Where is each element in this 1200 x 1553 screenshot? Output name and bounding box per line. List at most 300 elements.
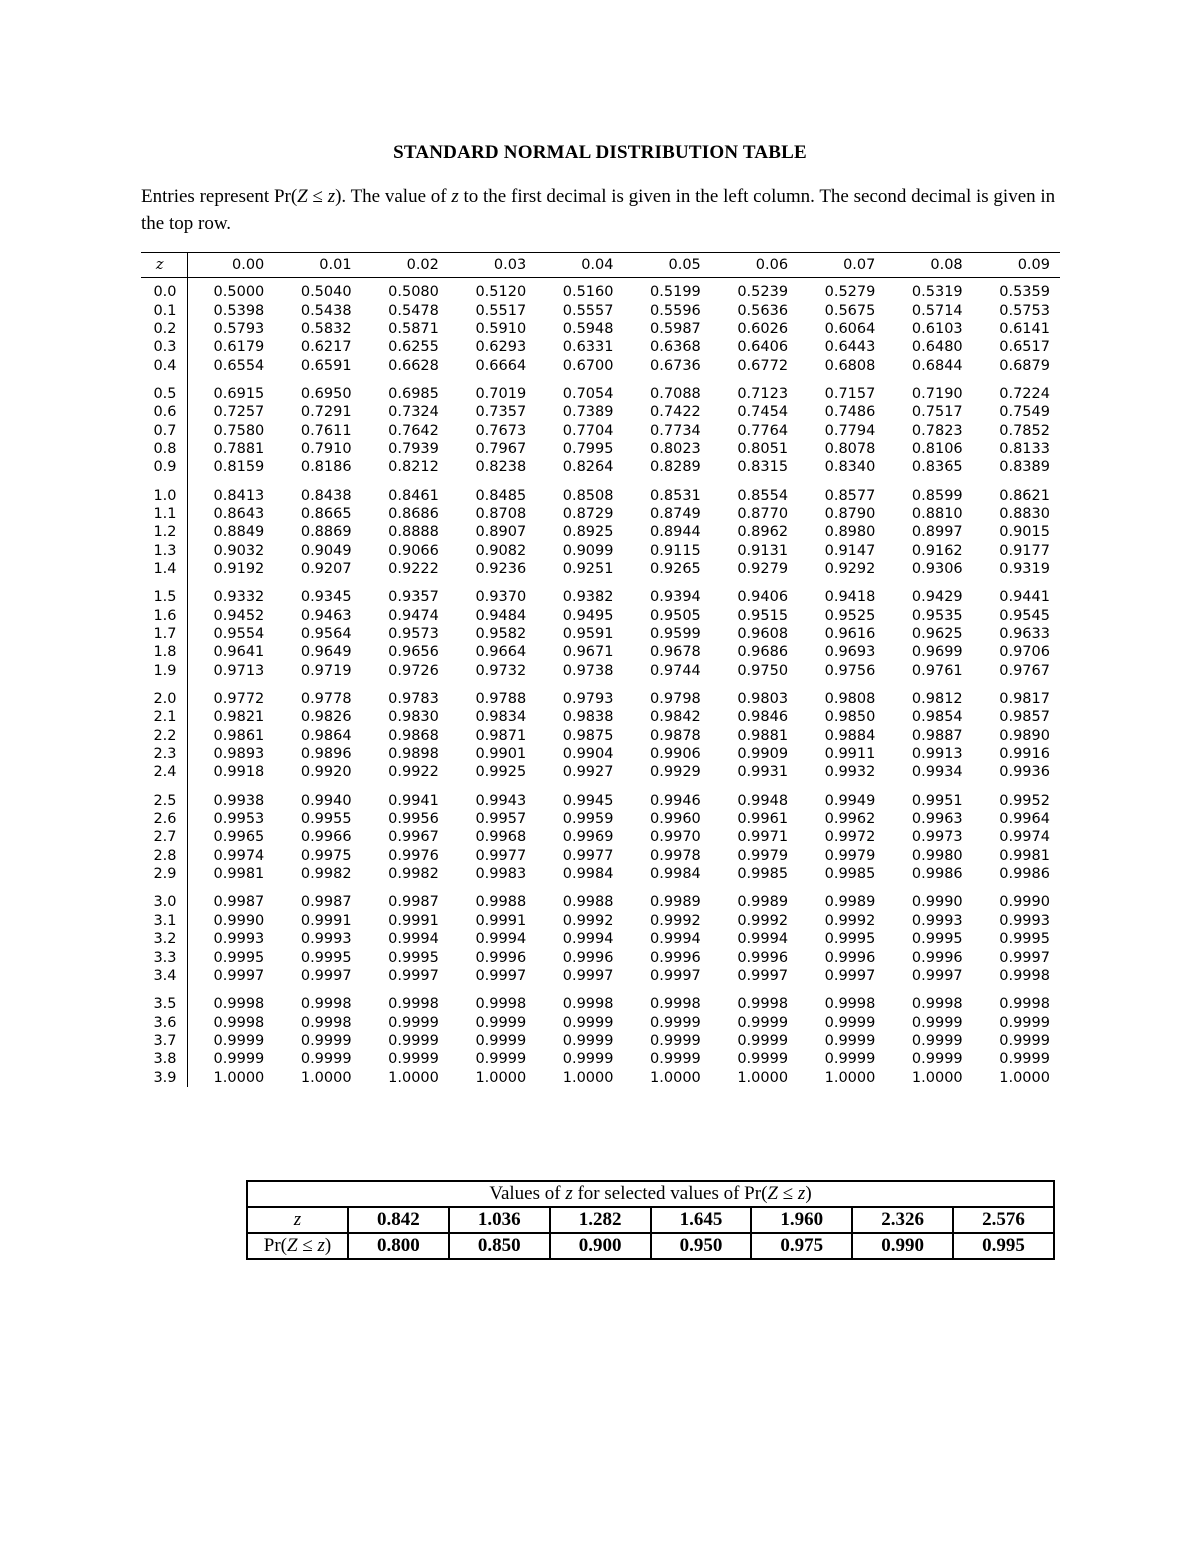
probability-cell: 0.9952: [999, 792, 1050, 809]
probability-cell: 0.9996: [650, 949, 701, 966]
probability-cell: 0.5398: [213, 302, 265, 319]
intro-text-1: Entries represent Pr(: [141, 186, 298, 207]
probability-cell: 0.6700: [562, 357, 614, 374]
probability-cell: 0.9996: [562, 949, 614, 966]
z-row-value: 1.0: [141, 476, 187, 504]
intro-z2: z: [451, 186, 459, 207]
probability-cell: 0.9985: [737, 866, 789, 883]
probability-cell: 0.8531: [650, 487, 701, 504]
probability-cell: 0.9147: [824, 542, 876, 559]
probability-cell: 0.8980: [824, 524, 876, 541]
probability-cell: 0.9429: [911, 589, 963, 606]
probability-cell: 0.8264: [562, 459, 614, 476]
probability-cell: 0.9925: [475, 764, 527, 781]
probability-cell: 0.9608: [737, 626, 789, 643]
z-row-value: 1.7: [141, 625, 187, 643]
probability-cell: 0.6808: [824, 357, 876, 374]
probability-cell: 0.9995: [911, 931, 963, 948]
probability-cell: 1.0000: [475, 1069, 527, 1086]
probability-cell: 0.9616: [824, 626, 876, 643]
z-row-value: 2.9: [141, 865, 187, 883]
probability-cell: 0.5199: [650, 284, 701, 301]
probability-cell: 0.8485: [475, 487, 527, 504]
probability-cell: 0.7019: [475, 385, 527, 402]
probability-cell: 0.9997: [650, 967, 701, 984]
table-row: [141, 403, 1060, 421]
probability-cell: 0.8238: [475, 459, 527, 476]
probability-cell: 0.9999: [300, 1032, 352, 1049]
probability-cell: 0.8289: [650, 459, 701, 476]
probability-cell: 0.9991: [300, 912, 352, 929]
probability-cell: 0.9974: [999, 829, 1050, 846]
z-row-value: 2.4: [141, 763, 187, 781]
probability-cell: 0.9999: [824, 1032, 876, 1049]
probability-cell: 0.9999: [300, 1051, 352, 1068]
probability-cell: 0.6443: [824, 339, 876, 356]
probability-cell: 0.9671: [562, 644, 614, 661]
probability-cell: 0.9049: [300, 542, 352, 559]
table-row: [141, 278, 1060, 302]
column-header: 0.04: [536, 253, 623, 278]
probability-cell: 0.9861: [213, 727, 265, 744]
probability-cell: 1.0000: [388, 1069, 439, 1086]
probability-cell: 0.9989: [824, 894, 876, 911]
probability-cell: 0.7389: [562, 404, 614, 421]
z-row-value: 2.0: [141, 680, 187, 708]
probability-cell: 0.9641: [213, 644, 265, 661]
probability-cell: 0.7357: [475, 404, 527, 421]
probability-cell: 0.9706: [999, 644, 1050, 661]
probability-cell: 0.6064: [824, 320, 876, 337]
probability-cell: 0.9535: [911, 607, 963, 624]
probability-cell: 0.9973: [911, 829, 963, 846]
header-row: [141, 253, 1060, 278]
probability-cell: 0.6915: [213, 385, 265, 402]
page-title: STANDARD NORMAL DISTRIBUTION TABLE: [393, 142, 807, 163]
probability-cell: 1.0000: [562, 1069, 614, 1086]
table-row: [141, 541, 1060, 559]
probability-cell: 0.9998: [999, 996, 1050, 1013]
probability-cell: 0.9793: [562, 691, 614, 708]
probability-cell: 0.9474: [388, 607, 439, 624]
probability-cell: 0.9920: [300, 764, 352, 781]
probability-cell: 0.9772: [213, 691, 265, 708]
probability-cell: 0.9936: [999, 764, 1050, 781]
probability-cell: 0.5714: [911, 302, 963, 319]
probability-cell: 0.9913: [911, 746, 963, 763]
probability-cell: 0.9452: [213, 607, 265, 624]
probability-cell: 0.5793: [213, 320, 265, 337]
probability-cell: 0.9979: [824, 847, 876, 864]
z-row-value: 1.5: [141, 578, 187, 606]
probability-cell: 0.9999: [650, 1032, 701, 1049]
probability-cell: 0.7291: [300, 404, 352, 421]
probability-cell: 0.9441: [999, 589, 1050, 606]
probability-cell: 0.9991: [475, 912, 527, 929]
table-row: [141, 320, 1060, 338]
probability-cell: 0.9998: [911, 996, 963, 1013]
probability-cell: 0.9992: [562, 912, 614, 929]
probability-cell: 0.8729: [562, 505, 614, 522]
probability-cell: 0.8461: [388, 487, 439, 504]
table-row: [141, 662, 1060, 680]
p-value-cell: 0.850: [449, 1233, 550, 1259]
column-header: 0.00: [187, 253, 274, 278]
probability-cell: 0.9979: [737, 847, 789, 864]
z-row-value: 2.5: [141, 782, 187, 810]
z-value-cell: 2.576: [953, 1207, 1054, 1233]
probability-cell: 0.9995: [213, 949, 265, 966]
z-value-cell: 0.842: [348, 1207, 449, 1233]
table-row: [141, 607, 1060, 625]
probability-cell: 0.9989: [650, 894, 701, 911]
caption-text-c: ): [805, 1183, 812, 1204]
probability-cell: 0.8962: [737, 524, 789, 541]
probability-cell: 0.8665: [300, 505, 352, 522]
probability-cell: 0.9699: [911, 644, 963, 661]
table-row: [141, 912, 1060, 930]
probability-cell: 0.5120: [475, 284, 527, 301]
probability-cell: 0.8599: [911, 487, 963, 504]
probability-cell: 0.9693: [824, 644, 876, 661]
probability-cell: 0.6879: [999, 357, 1050, 374]
probability-cell: 0.6554: [213, 357, 265, 374]
probability-cell: 0.9582: [475, 626, 527, 643]
probability-cell: 0.9998: [388, 996, 439, 1013]
intro-paragraph: [141, 183, 1071, 237]
probability-cell: 0.9961: [737, 811, 789, 828]
p-value-cell: 0.990: [852, 1233, 953, 1259]
table-row: [141, 745, 1060, 763]
probability-cell: 0.9969: [562, 829, 614, 846]
probability-cell: 0.9778: [300, 691, 352, 708]
table-row: [141, 985, 1060, 1013]
probability-cell: 0.9966: [300, 829, 352, 846]
table-row: [141, 301, 1060, 319]
probability-cell: 0.9999: [475, 1051, 527, 1068]
probability-cell: 0.6985: [388, 385, 439, 402]
probability-cell: 0.9999: [999, 1051, 1050, 1068]
probability-cell: 0.8051: [737, 440, 789, 457]
normal-distribution-table: [141, 252, 1060, 1087]
probability-cell: 0.5319: [911, 284, 963, 301]
probability-cell: 0.5987: [650, 320, 701, 337]
z-row-value: 0.6: [141, 403, 187, 421]
probability-cell: 0.5478: [388, 302, 439, 319]
probability-cell: 0.9817: [999, 691, 1050, 708]
probability-cell: 0.9976: [388, 847, 439, 864]
probability-cell: 0.9656: [388, 644, 439, 661]
z-row-value: 0.9: [141, 458, 187, 476]
probability-cell: 0.9999: [999, 1014, 1050, 1031]
probability-cell: 0.9996: [911, 949, 963, 966]
probability-cell: 0.6480: [911, 339, 963, 356]
z-row-value: 1.8: [141, 643, 187, 661]
probability-cell: 0.9821: [213, 709, 265, 726]
probability-cell: 0.5239: [737, 284, 789, 301]
probability-cell: 0.9987: [388, 894, 439, 911]
table-row: [141, 560, 1060, 578]
probability-cell: 0.9783: [388, 691, 439, 708]
probability-cell: 0.9564: [300, 626, 352, 643]
p-value-cell: 0.800: [348, 1233, 449, 1259]
intro-text-3: to the first decimal is given in the left column. The second decimal is given in the top row.: [141, 186, 1056, 234]
p-label-a: Pr(: [263, 1235, 287, 1256]
probability-cell: 0.9922: [388, 764, 439, 781]
probability-cell: 0.9554: [213, 626, 265, 643]
intro-le: ≤: [307, 186, 328, 207]
probability-cell: 0.7939: [388, 440, 439, 457]
column-header: 0.03: [449, 253, 536, 278]
z-value-cell: 1.645: [651, 1207, 752, 1233]
z-row-value: 0.5: [141, 375, 187, 403]
selected-values-table: [246, 1180, 1055, 1260]
probability-cell: 0.9875: [562, 727, 614, 744]
probability-cell: 0.9998: [824, 996, 876, 1013]
probability-cell: 0.6217: [300, 339, 352, 356]
probability-cell: 0.9495: [562, 607, 614, 624]
z-row-value: 1.4: [141, 560, 187, 578]
table-row: [141, 356, 1060, 374]
probability-cell: 0.9999: [213, 1051, 265, 1068]
column-header: 0.07: [798, 253, 885, 278]
z-row-value: 0.4: [141, 356, 187, 374]
probability-cell: 0.9985: [824, 866, 876, 883]
p-value-cell: 0.900: [550, 1233, 651, 1259]
column-header: 0.05: [623, 253, 710, 278]
probability-cell: 0.6406: [737, 339, 789, 356]
probability-cell: 0.8869: [300, 524, 352, 541]
probability-cell: 1.0000: [737, 1069, 789, 1086]
probability-cell: 0.9738: [562, 662, 614, 679]
table-row: [141, 338, 1060, 356]
probability-cell: 0.9994: [475, 931, 527, 948]
probability-cell: 0.9686: [737, 644, 789, 661]
z-row-value: 2.3: [141, 745, 187, 763]
probability-cell: 0.9974: [213, 847, 265, 864]
probability-cell: 0.7910: [300, 440, 352, 457]
probability-cell: 0.6517: [999, 339, 1050, 356]
probability-cell: 0.9761: [911, 662, 963, 679]
probability-cell: 0.8133: [999, 440, 1050, 457]
probability-cell: 0.9990: [999, 894, 1050, 911]
z-value-cell: 1.960: [751, 1207, 852, 1233]
probability-cell: 0.5359: [999, 284, 1050, 301]
probability-cell: 0.9997: [824, 967, 876, 984]
intro-z1: z: [327, 186, 336, 207]
z-row-value: 3.6: [141, 1013, 187, 1031]
z-row-value: 2.6: [141, 810, 187, 828]
probability-cell: 0.9251: [562, 560, 614, 577]
probability-cell: 0.8888: [388, 524, 439, 541]
probability-cell: 0.9957: [475, 811, 527, 828]
probability-cell: 0.9981: [999, 847, 1050, 864]
table-row: [141, 375, 1060, 403]
probability-cell: 0.9846: [737, 709, 789, 726]
probability-cell: 0.7517: [911, 404, 963, 421]
probability-cell: 0.9177: [999, 542, 1050, 559]
probability-cell: 0.9998: [213, 1014, 265, 1031]
table-row: [141, 505, 1060, 523]
probability-cell: 0.9918: [213, 764, 265, 781]
probability-cell: 0.5160: [562, 284, 614, 301]
probability-cell: 0.9864: [300, 727, 352, 744]
probability-cell: 0.9916: [999, 746, 1050, 763]
probability-cell: 0.9956: [388, 811, 439, 828]
probability-cell: 0.9993: [911, 912, 963, 929]
probability-cell: 0.9999: [650, 1014, 701, 1031]
probability-cell: 0.9997: [911, 967, 963, 984]
z-row-value: 1.6: [141, 607, 187, 625]
probability-cell: 0.9999: [911, 1051, 963, 1068]
probability-cell: 0.7704: [562, 422, 614, 439]
probability-cell: 0.9279: [737, 560, 789, 577]
probability-cell: 0.9927: [562, 764, 614, 781]
probability-cell: 0.9803: [737, 691, 789, 708]
probability-cell: 0.9857: [999, 709, 1050, 726]
probability-cell: 0.9995: [300, 949, 352, 966]
probability-cell: 0.5753: [999, 302, 1050, 319]
probability-cell: 0.8810: [911, 505, 963, 522]
probability-cell: 0.9998: [999, 967, 1050, 984]
probability-cell: 0.9953: [213, 811, 265, 828]
probability-cell: 0.8577: [824, 487, 876, 504]
table-row: [141, 421, 1060, 439]
probability-cell: 0.9798: [650, 691, 701, 708]
probability-cell: 0.9207: [300, 560, 352, 577]
probability-cell: 0.9999: [999, 1032, 1050, 1049]
probability-cell: 0.7123: [737, 385, 789, 402]
column-header: 0.02: [362, 253, 449, 278]
probability-cell: 1.0000: [824, 1069, 876, 1086]
probability-cell: 0.9997: [562, 967, 614, 984]
probability-cell: 0.7157: [824, 385, 876, 402]
probability-cell: 0.9960: [650, 811, 701, 828]
probability-cell: 0.5517: [475, 302, 527, 319]
z-row-value: 2.2: [141, 727, 187, 745]
probability-cell: 0.8790: [824, 505, 876, 522]
probability-cell: 0.8159: [213, 459, 265, 476]
probability-cell: 0.9980: [911, 847, 963, 864]
probability-cell: 0.9999: [737, 1014, 789, 1031]
probability-cell: 0.9999: [911, 1032, 963, 1049]
probability-cell: 0.8212: [388, 459, 439, 476]
probability-cell: 0.6628: [388, 357, 439, 374]
intro-text-2: ). The value of: [335, 186, 452, 207]
probability-cell: 0.9999: [562, 1014, 614, 1031]
probability-cell: 0.8186: [300, 459, 352, 476]
probability-cell: 0.9999: [737, 1032, 789, 1049]
probability-cell: 0.9955: [300, 811, 352, 828]
probability-cell: 0.9978: [650, 847, 701, 864]
z-value-cell: 1.282: [550, 1207, 651, 1233]
probability-cell: 1.0000: [650, 1069, 701, 1086]
column-header: 0.01: [274, 253, 361, 278]
p-label-b: ): [324, 1235, 332, 1256]
probability-cell: 0.7257: [213, 404, 265, 421]
probability-cell: 0.9994: [388, 931, 439, 948]
probability-cell: 0.9999: [562, 1032, 614, 1049]
probability-cell: 0.9664: [475, 644, 527, 661]
probability-cell: 0.9525: [824, 607, 876, 624]
probability-cell: 0.7823: [911, 422, 963, 439]
selected-caption: [247, 1181, 1054, 1207]
probability-cell: 0.9992: [737, 912, 789, 929]
probability-cell: 0.6103: [911, 320, 963, 337]
probability-cell: 0.9945: [562, 792, 614, 809]
probability-cell: 0.9981: [213, 866, 265, 883]
z-column-header: z: [141, 253, 187, 278]
probability-cell: 0.8830: [999, 505, 1050, 522]
table-row: [141, 680, 1060, 708]
probability-cell: 0.9998: [475, 996, 527, 1013]
probability-cell: 0.9906: [650, 746, 701, 763]
probability-cell: 0.9082: [475, 542, 527, 559]
probability-cell: 0.9992: [650, 912, 701, 929]
probability-cell: 0.9982: [300, 866, 352, 883]
z-row-value: 0.3: [141, 338, 187, 356]
probability-cell: 0.9971: [737, 829, 789, 846]
probability-cell: 0.9909: [737, 746, 789, 763]
column-header: 0.08: [885, 253, 972, 278]
probability-cell: 0.9995: [824, 931, 876, 948]
probability-cell: 0.9996: [737, 949, 789, 966]
probability-cell: 0.8944: [650, 524, 701, 541]
z-row-value: 0.2: [141, 320, 187, 338]
probability-cell: 0.9756: [824, 662, 876, 679]
probability-cell: 0.9591: [562, 626, 614, 643]
probability-cell: 0.8554: [737, 487, 789, 504]
probability-cell: 0.9984: [650, 866, 701, 883]
probability-cell: 0.9987: [213, 894, 265, 911]
probability-cell: 0.8621: [999, 487, 1050, 504]
probability-cell: 0.9999: [388, 1032, 439, 1049]
z-value-cell: 1.036: [449, 1207, 550, 1233]
probability-cell: 0.9099: [562, 542, 614, 559]
probability-cell: 0.7054: [562, 385, 614, 402]
probability-cell: 0.8907: [475, 524, 527, 541]
probability-cell: 0.9996: [475, 949, 527, 966]
probability-cell: 0.6591: [300, 357, 352, 374]
probability-cell: 0.5279: [824, 284, 876, 301]
probability-cell: 0.8106: [911, 440, 963, 457]
probability-cell: 0.6179: [213, 339, 265, 356]
probability-cell: 0.9515: [737, 607, 789, 624]
probability-cell: 0.9951: [911, 792, 963, 809]
table-row: [141, 578, 1060, 606]
probability-cell: 0.9838: [562, 709, 614, 726]
probability-cell: 0.9633: [999, 626, 1050, 643]
probability-cell: 0.9975: [300, 847, 352, 864]
probability-cell: 0.9357: [388, 589, 439, 606]
probability-cell: 0.9931: [737, 764, 789, 781]
probability-cell: 0.9898: [388, 746, 439, 763]
probability-cell: 0.9871: [475, 727, 527, 744]
probability-cell: 0.7734: [650, 422, 701, 439]
table-row: [141, 948, 1060, 966]
probability-cell: 1.0000: [911, 1069, 963, 1086]
caption-text-a: Values of: [489, 1183, 566, 1204]
table-row: [141, 440, 1060, 458]
probability-cell: 0.9994: [737, 931, 789, 948]
probability-cell: 0.9999: [824, 1014, 876, 1031]
probability-cell: 0.9484: [475, 607, 527, 624]
caption-Z: Z: [767, 1183, 778, 1204]
probability-cell: 0.8925: [562, 524, 614, 541]
probability-cell: 0.8849: [213, 524, 265, 541]
probability-cell: 0.9463: [300, 607, 352, 624]
probability-cell: 0.9032: [213, 542, 265, 559]
